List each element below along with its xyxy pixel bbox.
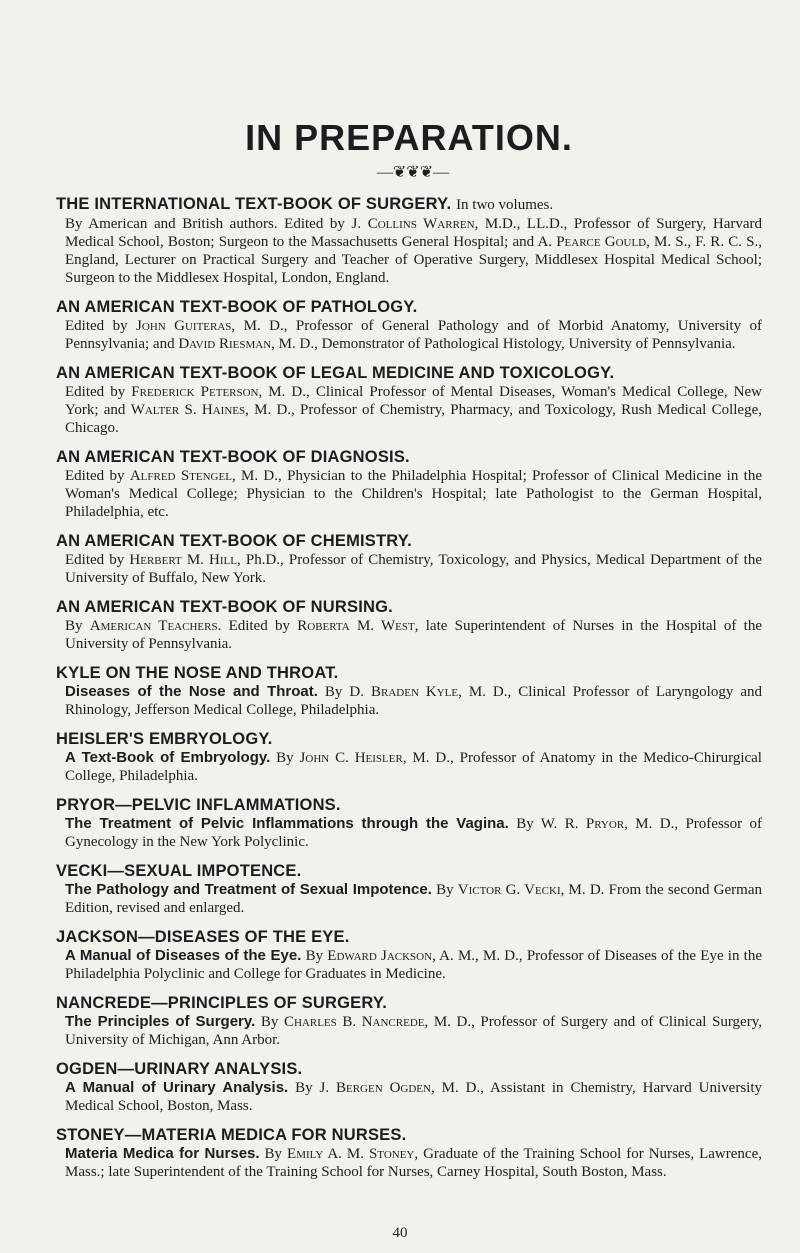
description-text: , Graduate of the Training School for Nurses, Lawrence, Mass.; late Superintendent of the Training School for Nurses, Carney Hospital, South Boston, Mass. [65, 1146, 762, 1180]
book-heading-text: OGDEN—URINARY ANALYSIS. [56, 1060, 303, 1078]
description-text: , M. D. From the second German Edition, revised and enlarged. [65, 882, 762, 916]
book-entry [56, 861, 762, 917]
book-entry [56, 447, 762, 521]
book-description [65, 617, 762, 653]
book-entry [56, 597, 762, 653]
description-text: , late Superintendent of Nurses in the Hospital of the University of Pennsylvania. [65, 618, 763, 652]
book-heading-text: AN AMERICAN TEXT-BOOK OF PATHOLOGY. [56, 298, 418, 316]
author-name: Alfred Stengel [129, 468, 232, 484]
book-description [65, 947, 762, 983]
author-name: John C. Heisler [299, 750, 403, 766]
book-heading [56, 447, 762, 467]
book-subtitle: A Manual of Diseases of the Eye. [65, 947, 302, 964]
book-description [65, 383, 762, 437]
book-heading-text: NANCREDE—PRINCIPLES OF SURGERY. [56, 994, 388, 1012]
description-text: , M. D., Assistant in Chemistry, Harvard University Medical School, Boston, Mass. [65, 1080, 762, 1114]
description-text: Edited by [65, 384, 132, 400]
book-heading-text: THE INTERNATIONAL TEXT-BOOK OF SURGERY. [56, 195, 452, 213]
book-description [65, 1145, 762, 1181]
book-description [65, 749, 762, 785]
book-entry [56, 363, 762, 437]
description-text: By [301, 948, 328, 964]
book-entry [56, 663, 762, 719]
author-name: American Teachers [89, 618, 218, 634]
book-heading [56, 1125, 762, 1145]
book-list [56, 194, 762, 1181]
description-text: , Ph.D., Professor of Chemistry, Toxicology, and Physics, Medical Department of the University of Buffalo, New York. [65, 552, 762, 586]
book-description [65, 683, 762, 719]
book-heading-text: AN AMERICAN TEXT-BOOK OF NURSING. [56, 598, 393, 616]
book-entry [56, 993, 762, 1049]
book-heading [56, 297, 762, 317]
book-description [65, 1013, 762, 1049]
description-text: , M. D., Demonstrator of Pathological Histology, University of Pennsylvania. [271, 336, 736, 352]
book-entry [56, 297, 762, 353]
description-text: , M. D., Professor of Anatomy in the Medico-Chirurgical College, Philadelphia. [65, 750, 762, 784]
book-heading-text: AN AMERICAN TEXT-BOOK OF DIAGNOSIS. [56, 448, 410, 466]
book-description [65, 467, 762, 521]
description-text: By W. R. [508, 816, 586, 832]
book-subtitle: A Manual of Urinary Analysis. [65, 1079, 289, 1096]
description-text: , A. M., M. D., Professor of Diseases of the Eye in the Philadelphia Polyclinic and College for Graduates in Medicine. [65, 948, 762, 982]
description-text: , M. D., Professor of General Pathology and of Morbid Anatomy, University of Pennsylvania; and [65, 318, 763, 352]
book-heading [56, 795, 762, 815]
book-heading [56, 363, 762, 383]
book-heading-text: PRYOR—PELVIC INFLAMMATIONS. [56, 796, 341, 814]
author-name: Pryor [585, 816, 625, 832]
book-entry [56, 1059, 762, 1115]
book-heading-text: VECKI—SEXUAL IMPOTENCE. [56, 862, 302, 880]
book-subtitle: Materia Medica for Nurses. [65, 1145, 260, 1162]
description-text: Edited by [65, 468, 130, 484]
book-subtitle: A Text-Book of Embryology. [65, 749, 271, 766]
description-text: , M.D., LL.D., Professor of Surgery, Harvard Medical School, Boston; Surgeon to the Massachusetts General Hospital; and A. [65, 216, 762, 250]
book-heading [56, 663, 762, 683]
book-heading-text: AN AMERICAN TEXT-BOOK OF CHEMISTRY. [56, 532, 412, 550]
book-description [65, 1079, 762, 1115]
book-heading-text: AN AMERICAN TEXT-BOOK OF LEGAL MEDICINE AND TOXICOLOGY. [56, 364, 615, 382]
author-name: Pearce Gould [556, 234, 647, 250]
description-text: By J. [288, 1080, 336, 1096]
description-text: , M. D., Clinical Professor of Laryngology and Rhinology, Jefferson Medical College, Philadelphia. [65, 684, 762, 718]
description-text: By [255, 1014, 284, 1030]
description-text: By [259, 1146, 288, 1162]
ornament-divider: —❦❦❦— [376, 164, 450, 181]
description-text: , M. D., Professor of Gynecology in the New York Polyclinic. [65, 816, 762, 850]
book-heading [56, 927, 762, 947]
book-description [65, 317, 762, 353]
book-subtitle: The Pathology and Treatment of Sexual Impotence. [65, 881, 432, 898]
author-name: Frederick Peterson [131, 384, 259, 400]
book-heading [56, 729, 762, 749]
book-heading [56, 194, 762, 215]
description-text: , M. D., Physician to the Philadelphia Hospital; Professor of Clinical Medicine in the Woman's Medical College; Physician to the Children's Hospital; late Pathologist to the German Hospital, Philadelphia, etc. [65, 468, 763, 520]
description-text: By [431, 882, 458, 898]
book-heading [56, 531, 762, 551]
description-text: Edited by [65, 318, 137, 334]
book-entry [56, 795, 762, 851]
book-description [65, 815, 762, 851]
author-name: Braden Kyle [371, 684, 459, 700]
book-entry [56, 1125, 762, 1181]
author-name: Roberta M. West [297, 618, 415, 634]
book-heading-text: JACKSON—DISEASES OF THE EYE. [56, 928, 350, 946]
author-name: John Guiteras [136, 318, 232, 334]
page-title: IN PREPARATION. [245, 117, 573, 158]
book-subtitle: Diseases of the Nose and Throat. [65, 683, 318, 700]
page-number: 40 [392, 1225, 408, 1241]
book-heading-note: In two volumes. [456, 197, 554, 213]
book-entry [56, 729, 762, 785]
book-heading [56, 993, 762, 1013]
description-text: , M. D., Professor of Chemistry, Pharmacy, and Toxicology, Rush Medical College, Chicago. [65, 402, 762, 436]
author-name: David Riesman [178, 336, 272, 352]
description-text: By [270, 750, 300, 766]
book-description [65, 215, 762, 287]
author-name: Victor G. Vecki [457, 882, 561, 898]
description-text: By American and British authors. Edited by J. [65, 216, 368, 232]
book-heading [56, 861, 762, 881]
book-heading-text: HEISLER'S EMBRYOLOGY. [56, 730, 273, 748]
author-name: Walter S. Haines [130, 402, 246, 418]
book-heading-text: KYLE ON THE NOSE AND THROAT. [56, 664, 339, 682]
book-heading [56, 597, 762, 617]
description-text: , M. S., F. R. C. S., England, Lecturer on Practical Surgery and Teacher of Operative Surgery, Middlesex Hospital Medical School; Surgeon to the Middlesex Hospital, London, England. [65, 234, 762, 286]
book-entry [56, 531, 762, 587]
author-name: Charles B. Nancrede [283, 1014, 425, 1030]
book-heading [56, 1059, 762, 1079]
description-text: . Edited by [217, 618, 298, 634]
book-subtitle: The Treatment of Pelvic Inflammations through the Vagina. [65, 815, 509, 832]
book-description [65, 551, 762, 587]
author-name: Emily A. M. Stoney [287, 1146, 415, 1162]
description-text: Edited by [65, 552, 130, 568]
description-text: By D. [317, 684, 371, 700]
author-name: Herbert M. Hill [129, 552, 237, 568]
book-description [65, 881, 762, 917]
description-text: By [65, 618, 90, 634]
author-name: Bergen Ogden [336, 1080, 431, 1096]
book-entry [56, 927, 762, 983]
book-subtitle: The Principles of Surgery. [65, 1013, 256, 1030]
description-text: , M. D., Professor of Surgery and of Clinical Surgery, University of Michigan, Ann Arbor. [65, 1014, 762, 1048]
description-text: , M. D., Clinical Professor of Mental Diseases, Woman's Medical College, New York; and [65, 384, 763, 418]
author-name: Edward Jackson [327, 948, 433, 964]
book-heading-text: STONEY—MATERIA MEDICA FOR NURSES. [56, 1126, 407, 1144]
author-name: Collins Warren [367, 216, 475, 232]
book-entry [56, 194, 762, 287]
